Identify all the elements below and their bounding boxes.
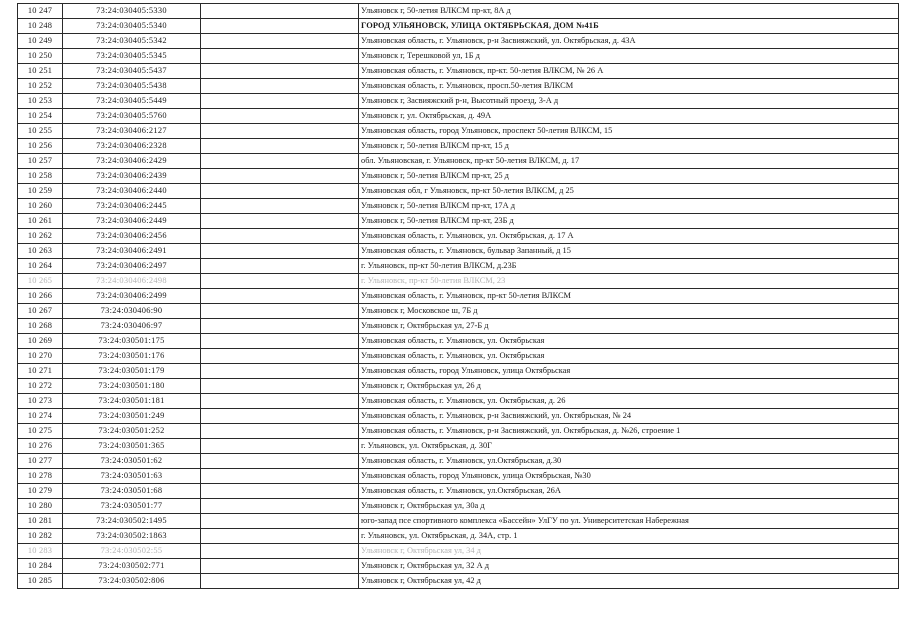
table-row <box>18 574 899 589</box>
table-row <box>18 499 899 514</box>
empty-cell <box>201 484 359 499</box>
row-number-cell: 10 267 <box>18 304 63 319</box>
cadastral-number-cell: 73:24:030405:5437 <box>63 64 201 79</box>
row-number-cell: 10 249 <box>18 34 63 49</box>
empty-cell <box>201 109 359 124</box>
address-cell: Ульяновск г, Октябрьская ул, 42 д <box>359 574 899 589</box>
cadastral-number-cell: 73:24:030406:2127 <box>63 124 201 139</box>
empty-cell <box>201 439 359 454</box>
table-row <box>18 214 899 229</box>
row-number-cell: 10 270 <box>18 349 63 364</box>
empty-cell <box>201 154 359 169</box>
table-row <box>18 49 899 64</box>
cadastral-number-cell: 73:24:030406:90 <box>63 304 201 319</box>
empty-cell <box>201 4 359 19</box>
table-row <box>18 124 899 139</box>
address-cell: Ульяновск г, Октябрьская ул, 32 А д <box>359 559 899 574</box>
table-row <box>18 559 899 574</box>
row-number-cell: 10 275 <box>18 424 63 439</box>
row-number-cell: 10 247 <box>18 4 63 19</box>
empty-cell <box>201 214 359 229</box>
address-cell: Ульяновская область, г. Ульяновск, бульвар Запанный, д 15 <box>359 244 899 259</box>
address-cell: Ульяновск г, Терешковой ул, 1Б д <box>359 49 899 64</box>
empty-cell <box>201 49 359 64</box>
row-number-cell: 10 250 <box>18 49 63 64</box>
row-number-cell: 10 257 <box>18 154 63 169</box>
empty-cell <box>201 199 359 214</box>
address-cell: Ульяновская область, г. Ульяновск, пр-кт. 50-летия ВЛКСМ, № 26 А <box>359 64 899 79</box>
address-cell: Ульяновск г, Октябрьская ул, 34 д <box>359 544 899 559</box>
cadastral-number-cell: 73:24:030501:180 <box>63 379 201 394</box>
row-number-cell: 10 258 <box>18 169 63 184</box>
table-row <box>18 19 899 34</box>
table-row <box>18 34 899 49</box>
empty-cell <box>201 94 359 109</box>
table-row <box>18 379 899 394</box>
row-number-cell: 10 277 <box>18 454 63 469</box>
address-cell: обл. Ульяновская, г. Ульяновск, пр-кт 50-летия ВЛКСМ, д. 17 <box>359 154 899 169</box>
table-row <box>18 424 899 439</box>
address-cell: ГОРОД УЛЬЯНОВСК, УЛИЦА ОКТЯБРЬСКАЯ, ДОМ №41Б <box>359 19 899 34</box>
cadastral-number-cell: 73:24:030501:179 <box>63 364 201 379</box>
address-cell: Ульяновск г, Октябрьская ул, 26 д <box>359 379 899 394</box>
address-cell: г. Ульяновск, пр-кт 50-летия ВЛКСМ, д.23Б <box>359 259 899 274</box>
row-number-cell: 10 285 <box>18 574 63 589</box>
table-row <box>18 454 899 469</box>
cadastral-number-cell: 73:24:030501:365 <box>63 439 201 454</box>
empty-cell <box>201 124 359 139</box>
row-number-cell: 10 274 <box>18 409 63 424</box>
row-number-cell: 10 254 <box>18 109 63 124</box>
cadastral-number-cell: 73:24:030501:175 <box>63 334 201 349</box>
empty-cell <box>201 394 359 409</box>
row-number-cell: 10 251 <box>18 64 63 79</box>
cadastral-number-cell: 73:24:030501:77 <box>63 499 201 514</box>
address-cell: Ульяновская область, г. Ульяновск, ул. Октябрьская <box>359 349 899 364</box>
empty-cell <box>201 319 359 334</box>
cadastral-number-cell: 73:24:030501:63 <box>63 469 201 484</box>
address-cell: Ульяновск г, 50-летия ВЛКСМ пр-кт, 25 д <box>359 169 899 184</box>
table-row <box>18 484 899 499</box>
table-row <box>18 199 899 214</box>
table-row <box>18 184 899 199</box>
address-cell: Ульяновская область, г. Ульяновск, пр-кт 50-летия ВЛКСМ <box>359 289 899 304</box>
address-cell: Ульяновск г, Октябрьская ул, 27-Б д <box>359 319 899 334</box>
empty-cell <box>201 79 359 94</box>
address-cell: Ульяновская область, г. Ульяновск, ул. Октябрьская, д. 17 А <box>359 229 899 244</box>
address-cell: Ульяновская область, г. Ульяновск, просп.50-летия ВЛКСМ <box>359 79 899 94</box>
row-number-cell: 10 281 <box>18 514 63 529</box>
row-number-cell: 10 278 <box>18 469 63 484</box>
empty-cell <box>201 469 359 484</box>
row-number-cell: 10 253 <box>18 94 63 109</box>
empty-cell <box>201 379 359 394</box>
empty-cell <box>201 499 359 514</box>
table-row <box>18 289 899 304</box>
cadastral-number-cell: 73:24:030501:176 <box>63 349 201 364</box>
empty-cell <box>201 34 359 49</box>
row-number-cell: 10 282 <box>18 529 63 544</box>
address-cell: Ульяновск г, Московское ш, 7Б д <box>359 304 899 319</box>
cadastral-number-cell: 73:24:030406:2498 <box>63 274 201 289</box>
cadastral-number-cell: 73:24:030405:5760 <box>63 109 201 124</box>
table-row <box>18 469 899 484</box>
empty-cell <box>201 64 359 79</box>
address-cell: г. Ульяновск, ул. Октябрьская, д. 30Г <box>359 439 899 454</box>
table-row <box>18 349 899 364</box>
table-row <box>18 544 899 559</box>
cadastral-number-cell: 73:24:030406:2491 <box>63 244 201 259</box>
table-row <box>18 409 899 424</box>
cadastral-number-cell: 73:24:030501:68 <box>63 484 201 499</box>
empty-cell <box>201 169 359 184</box>
address-cell: г. Ульяновск, ул. Октябрьская, д. 34А, стр. 1 <box>359 529 899 544</box>
registry-sheet <box>17 3 898 589</box>
empty-cell <box>201 259 359 274</box>
cadastral-number-cell: 73:24:030501:252 <box>63 424 201 439</box>
address-cell: Ульяновская обл, г Ульяновск, пр-кт 50-летия ВЛКСМ, д 25 <box>359 184 899 199</box>
cadastral-number-cell: 73:24:030406:2449 <box>63 214 201 229</box>
empty-cell <box>201 274 359 289</box>
empty-cell <box>201 424 359 439</box>
cadastral-number-cell: 73:24:030406:97 <box>63 319 201 334</box>
address-cell: Ульяновская область, г. Ульяновск, ул.Октябрьская, 26А <box>359 484 899 499</box>
address-cell: Ульяновская область, г. Ульяновск, ул.Октябрьская, д.30 <box>359 454 899 469</box>
table-row <box>18 529 899 544</box>
row-number-cell: 10 259 <box>18 184 63 199</box>
address-cell: г. Ульяновск, пр-кт 50-летия ВЛКСМ, 23 <box>359 274 899 289</box>
cadastral-number-cell: 73:24:030501:62 <box>63 454 201 469</box>
empty-cell <box>201 574 359 589</box>
table-row <box>18 274 899 289</box>
table-row <box>18 169 899 184</box>
address-cell: Ульяновск г, 50-летия ВЛКСМ пр-кт, 17А д <box>359 199 899 214</box>
empty-cell <box>201 289 359 304</box>
table-row <box>18 319 899 334</box>
address-cell: Ульяновск г, Засвияжский р-н, Высотный проезд, 3-А д <box>359 94 899 109</box>
row-number-cell: 10 271 <box>18 364 63 379</box>
row-number-cell: 10 255 <box>18 124 63 139</box>
table-row <box>18 334 899 349</box>
address-cell: Ульяновская область, г. Ульяновск, р-н Засвияжский, ул. Октябрьская, д. 43А <box>359 34 899 49</box>
empty-cell <box>201 364 359 379</box>
cadastral-number-cell: 73:24:030502:55 <box>63 544 201 559</box>
address-cell: Ульяновская область, г. Ульяновск, ул. Октябрьская, д. 26 <box>359 394 899 409</box>
empty-cell <box>201 349 359 364</box>
address-cell: Ульяновск г, ул. Октябрьская, д. 49А <box>359 109 899 124</box>
empty-cell <box>201 19 359 34</box>
cadastral-number-cell: 73:24:030405:5340 <box>63 19 201 34</box>
empty-cell <box>201 139 359 154</box>
cadastral-number-cell: 73:24:030405:5438 <box>63 79 201 94</box>
row-number-cell: 10 248 <box>18 19 63 34</box>
row-number-cell: 10 269 <box>18 334 63 349</box>
registry-body <box>18 4 899 589</box>
table-row <box>18 4 899 19</box>
row-number-cell: 10 276 <box>18 439 63 454</box>
row-number-cell: 10 264 <box>18 259 63 274</box>
address-cell: Ульяновск г, 50-летия ВЛКСМ пр-кт, 23Б д <box>359 214 899 229</box>
row-number-cell: 10 266 <box>18 289 63 304</box>
cadastral-number-cell: 73:24:030502:771 <box>63 559 201 574</box>
table-row <box>18 439 899 454</box>
row-number-cell: 10 252 <box>18 79 63 94</box>
table-row <box>18 244 899 259</box>
row-number-cell: 10 283 <box>18 544 63 559</box>
table-row <box>18 154 899 169</box>
cadastral-number-cell: 73:24:030406:2456 <box>63 229 201 244</box>
table-row <box>18 364 899 379</box>
row-number-cell: 10 265 <box>18 274 63 289</box>
empty-cell <box>201 229 359 244</box>
row-number-cell: 10 279 <box>18 484 63 499</box>
address-cell: Ульяновск г, Октябрьская ул, 30а д <box>359 499 899 514</box>
table-row <box>18 109 899 124</box>
cadastral-number-cell: 73:24:030406:2499 <box>63 289 201 304</box>
row-number-cell: 10 273 <box>18 394 63 409</box>
empty-cell <box>201 244 359 259</box>
cadastral-number-cell: 73:24:030501:181 <box>63 394 201 409</box>
address-cell: Ульяновская область, г. Ульяновск, ул. Октябрьская <box>359 334 899 349</box>
cadastral-number-cell: 73:24:030406:2328 <box>63 139 201 154</box>
table-row <box>18 94 899 109</box>
table-row <box>18 64 899 79</box>
table-row <box>18 259 899 274</box>
empty-cell <box>201 334 359 349</box>
address-cell: юго-запад псе спортивного комплекса «Бассейн» УлГУ по ул. Университетская Набережная <box>359 514 899 529</box>
empty-cell <box>201 454 359 469</box>
row-number-cell: 10 260 <box>18 199 63 214</box>
address-cell: Ульяновск г, 50-летия ВЛКСМ пр-кт, 8А д <box>359 4 899 19</box>
cadastral-number-cell: 73:24:030405:5342 <box>63 34 201 49</box>
cadastral-number-cell: 73:24:030406:2497 <box>63 259 201 274</box>
empty-cell <box>201 544 359 559</box>
address-cell: Ульяновская область, город Ульяновск, улица Октябрьская, №30 <box>359 469 899 484</box>
cadastral-number-cell: 73:24:030406:2439 <box>63 169 201 184</box>
row-number-cell: 10 263 <box>18 244 63 259</box>
table-row <box>18 394 899 409</box>
row-number-cell: 10 256 <box>18 139 63 154</box>
table-row <box>18 514 899 529</box>
row-number-cell: 10 272 <box>18 379 63 394</box>
address-cell: Ульяновская область, город Ульяновск, проспект 50-летия ВЛКСМ, 15 <box>359 124 899 139</box>
empty-cell <box>201 514 359 529</box>
row-number-cell: 10 280 <box>18 499 63 514</box>
empty-cell <box>201 304 359 319</box>
cadastral-number-cell: 73:24:030406:2445 <box>63 199 201 214</box>
empty-cell <box>201 559 359 574</box>
cadastral-number-cell: 73:24:030405:5345 <box>63 49 201 64</box>
table-row <box>18 229 899 244</box>
cadastral-number-cell: 73:24:030405:5449 <box>63 94 201 109</box>
address-cell: Ульяновская область, г. Ульяновск, р-н Засвияжский, ул. Октябрьская, № 24 <box>359 409 899 424</box>
empty-cell <box>201 529 359 544</box>
empty-cell <box>201 409 359 424</box>
row-number-cell: 10 268 <box>18 319 63 334</box>
cadastral-number-cell: 73:24:030501:249 <box>63 409 201 424</box>
cadastral-number-cell: 73:24:030406:2429 <box>63 154 201 169</box>
cadastral-number-cell: 73:24:030405:5330 <box>63 4 201 19</box>
cadastral-number-cell: 73:24:030406:2440 <box>63 184 201 199</box>
cadastral-registry-table <box>17 3 899 589</box>
address-cell: Ульяновск г, 50-летия ВЛКСМ пр-кт, 15 д <box>359 139 899 154</box>
table-row <box>18 304 899 319</box>
address-cell: Ульяновская область, г. Ульяновск, р-н Засвияжский, ул. Октябрьская, д. №26, строение 1 <box>359 424 899 439</box>
cadastral-number-cell: 73:24:030502:806 <box>63 574 201 589</box>
row-number-cell: 10 261 <box>18 214 63 229</box>
row-number-cell: 10 284 <box>18 559 63 574</box>
empty-cell <box>201 184 359 199</box>
address-cell: Ульяновская область, город Ульяновск, улица Октябрьская <box>359 364 899 379</box>
cadastral-number-cell: 73:24:030502:1495 <box>63 514 201 529</box>
table-row <box>18 79 899 94</box>
cadastral-number-cell: 73:24:030502:1863 <box>63 529 201 544</box>
table-row <box>18 139 899 154</box>
row-number-cell: 10 262 <box>18 229 63 244</box>
